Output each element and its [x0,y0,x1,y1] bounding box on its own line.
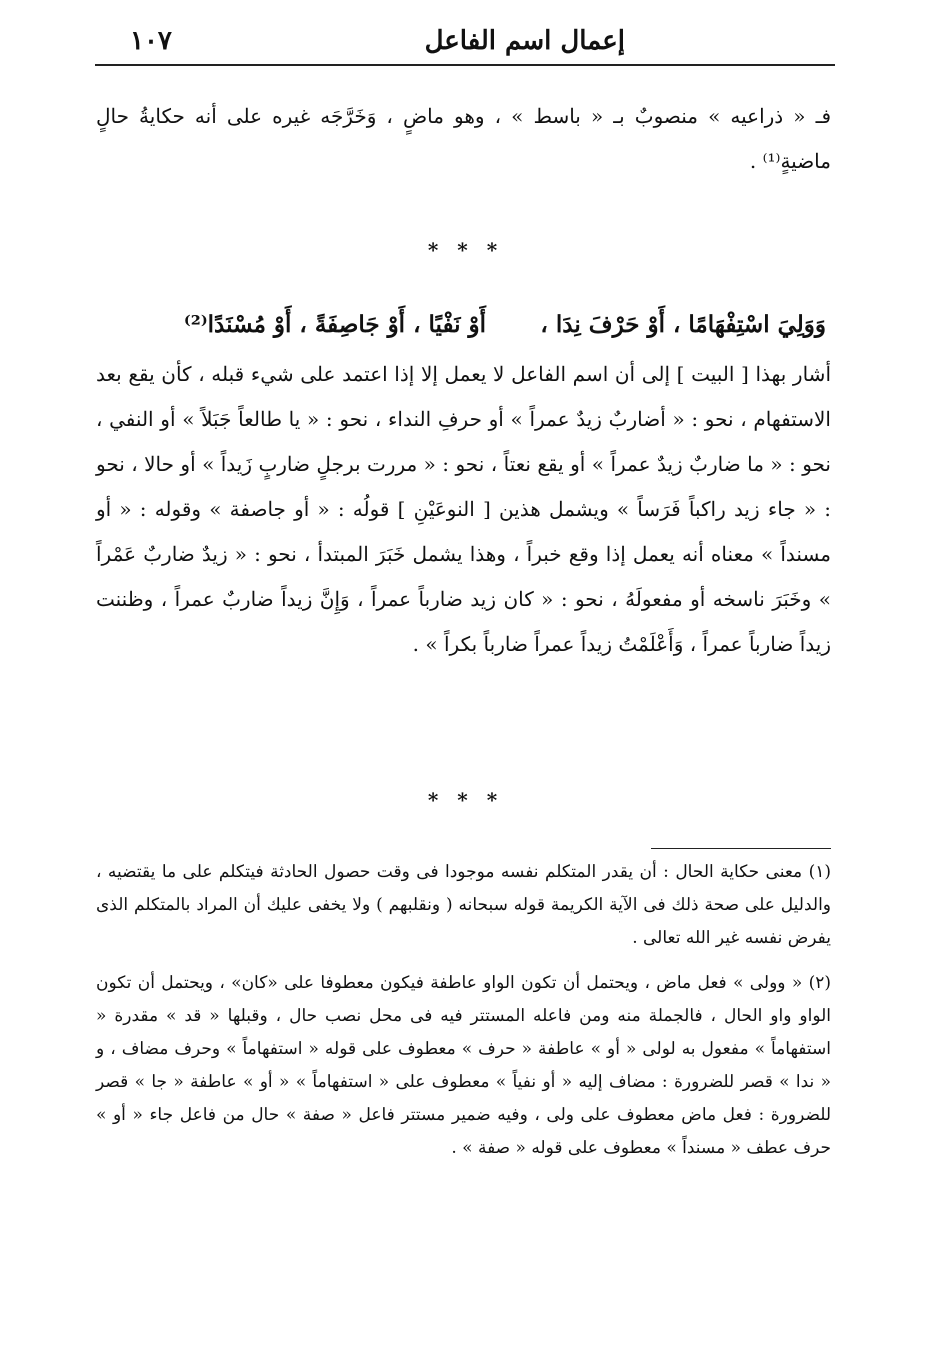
paragraph-2: أشار بهذا [ البيت ] إلى أن اسم الفاعل لا يعمل إلا إذا اعتمد على شيء قبله ، كأن يقع بعد الاستفهام ، نحو : « أضاربٌ زيدٌ عمراً » أو حرفِ النداء ، نحو : « يا طالعاً جَبَلاً » أو النفي ، نحو : « ما ضاربٌ زيدٌ عمراً » أو يقع نعتاً ، نحو : « مررت برجلٍ ضاربٍ زَيداً » أو حالا ، نحو : « جاء زيد راكباً فَرَساً » ويشمل هذين [ النوعَيْنِ ] قولُه : « أو جاصفة » وقوله : « أو مسنداً » معناه أنه يعمل إذا وقع خبراً ، وهذا يشمل خَبَرَ المبتدأ ، نحو : « زيدٌ ضاربٌ عَمْراً » وخَبَرَ ناسخه أو مفعولَهُ ، نحو : « كان زيد ضارباً عمراً ، وَإِنَّ زيداً ضاربٌ عمراً ، وظننت زيداً ضارباً عمراً ، وَأَعْلَمْتُ زيداً عمراً ضارباً بكراً » . [96,362,831,656]
verse-hemistich-1: وَوَلِيَ اسْتِفْهَامًا ، أَوْ حَرْفَ نِدَا ، [540,311,826,338]
verse-line [90,300,826,350]
footnote-2: (٢) « وولى » فعل ماض ، ويحتمل أن تكون الواو عاطفة فيكون معطوفا على «كان» ، ويحتمل أن تكون الواو واو الحال ، فالجملة منه ومن فاعله المستتر فيه فى محل نصب حال ، وقبلها « قد » مقدرة « استفهاماً » مفعول به لولى « أو » عاطفة « حرف » معطوف على قوله « استفهاماً » وحرف مضاف ، و « ندا » قصر للضرورة : مضاف إليه « أو نفياً » معطوف على « استفهاماً » « أو » عاطفة « جا » قصر للضرورة : فعل ماض معطوف على ولى ، وفيه ضمير مستتر فاعل « صفة » حال من فاعل جاء « أو » حرف عطف « مسنداً » معطوف على قوله « صفة » . [96,973,832,1158]
footnotes [96,856,831,1177]
running-title: إعمال اسم الفاعل [424,26,625,56]
verse-hemistich-2: أَوْ نَفْيًا ، أَوْ جَاصِفَةً ، أَوْ مُسْنَدًا⁽²⁾ [183,311,486,338]
separator-stars-2: * * * [427,788,504,812]
page-header [96,18,835,62]
page-number: ١٠٧ [130,26,172,56]
footnote-1: (١) معنى حكاية الحال : أن يقدر المتكلم نفسه موجودا فى وقت حصول الحادثة فيتكلم على ما يقتضيه ، والدليل على صحة ذلك فى الآية الكريمة قوله سبحانه ( ونقلبهم ) ولا يخفى عليك أن المراد بالمتكلم الذى يفرض نفسه غير الله تعالى . [96,862,831,948]
header-rule [95,64,835,66]
paragraph-1: فـ « ذراعيه » منصوبٌ بـ « باسط » ، وهو ماضٍ ، وَخَرَّجَه غيره على أنه حكايةُ حالٍ ماضيةٍ⁽¹⁾ . [96,104,831,173]
footnote-rule [651,848,831,849]
separator-stars-1: * * * [427,238,504,262]
